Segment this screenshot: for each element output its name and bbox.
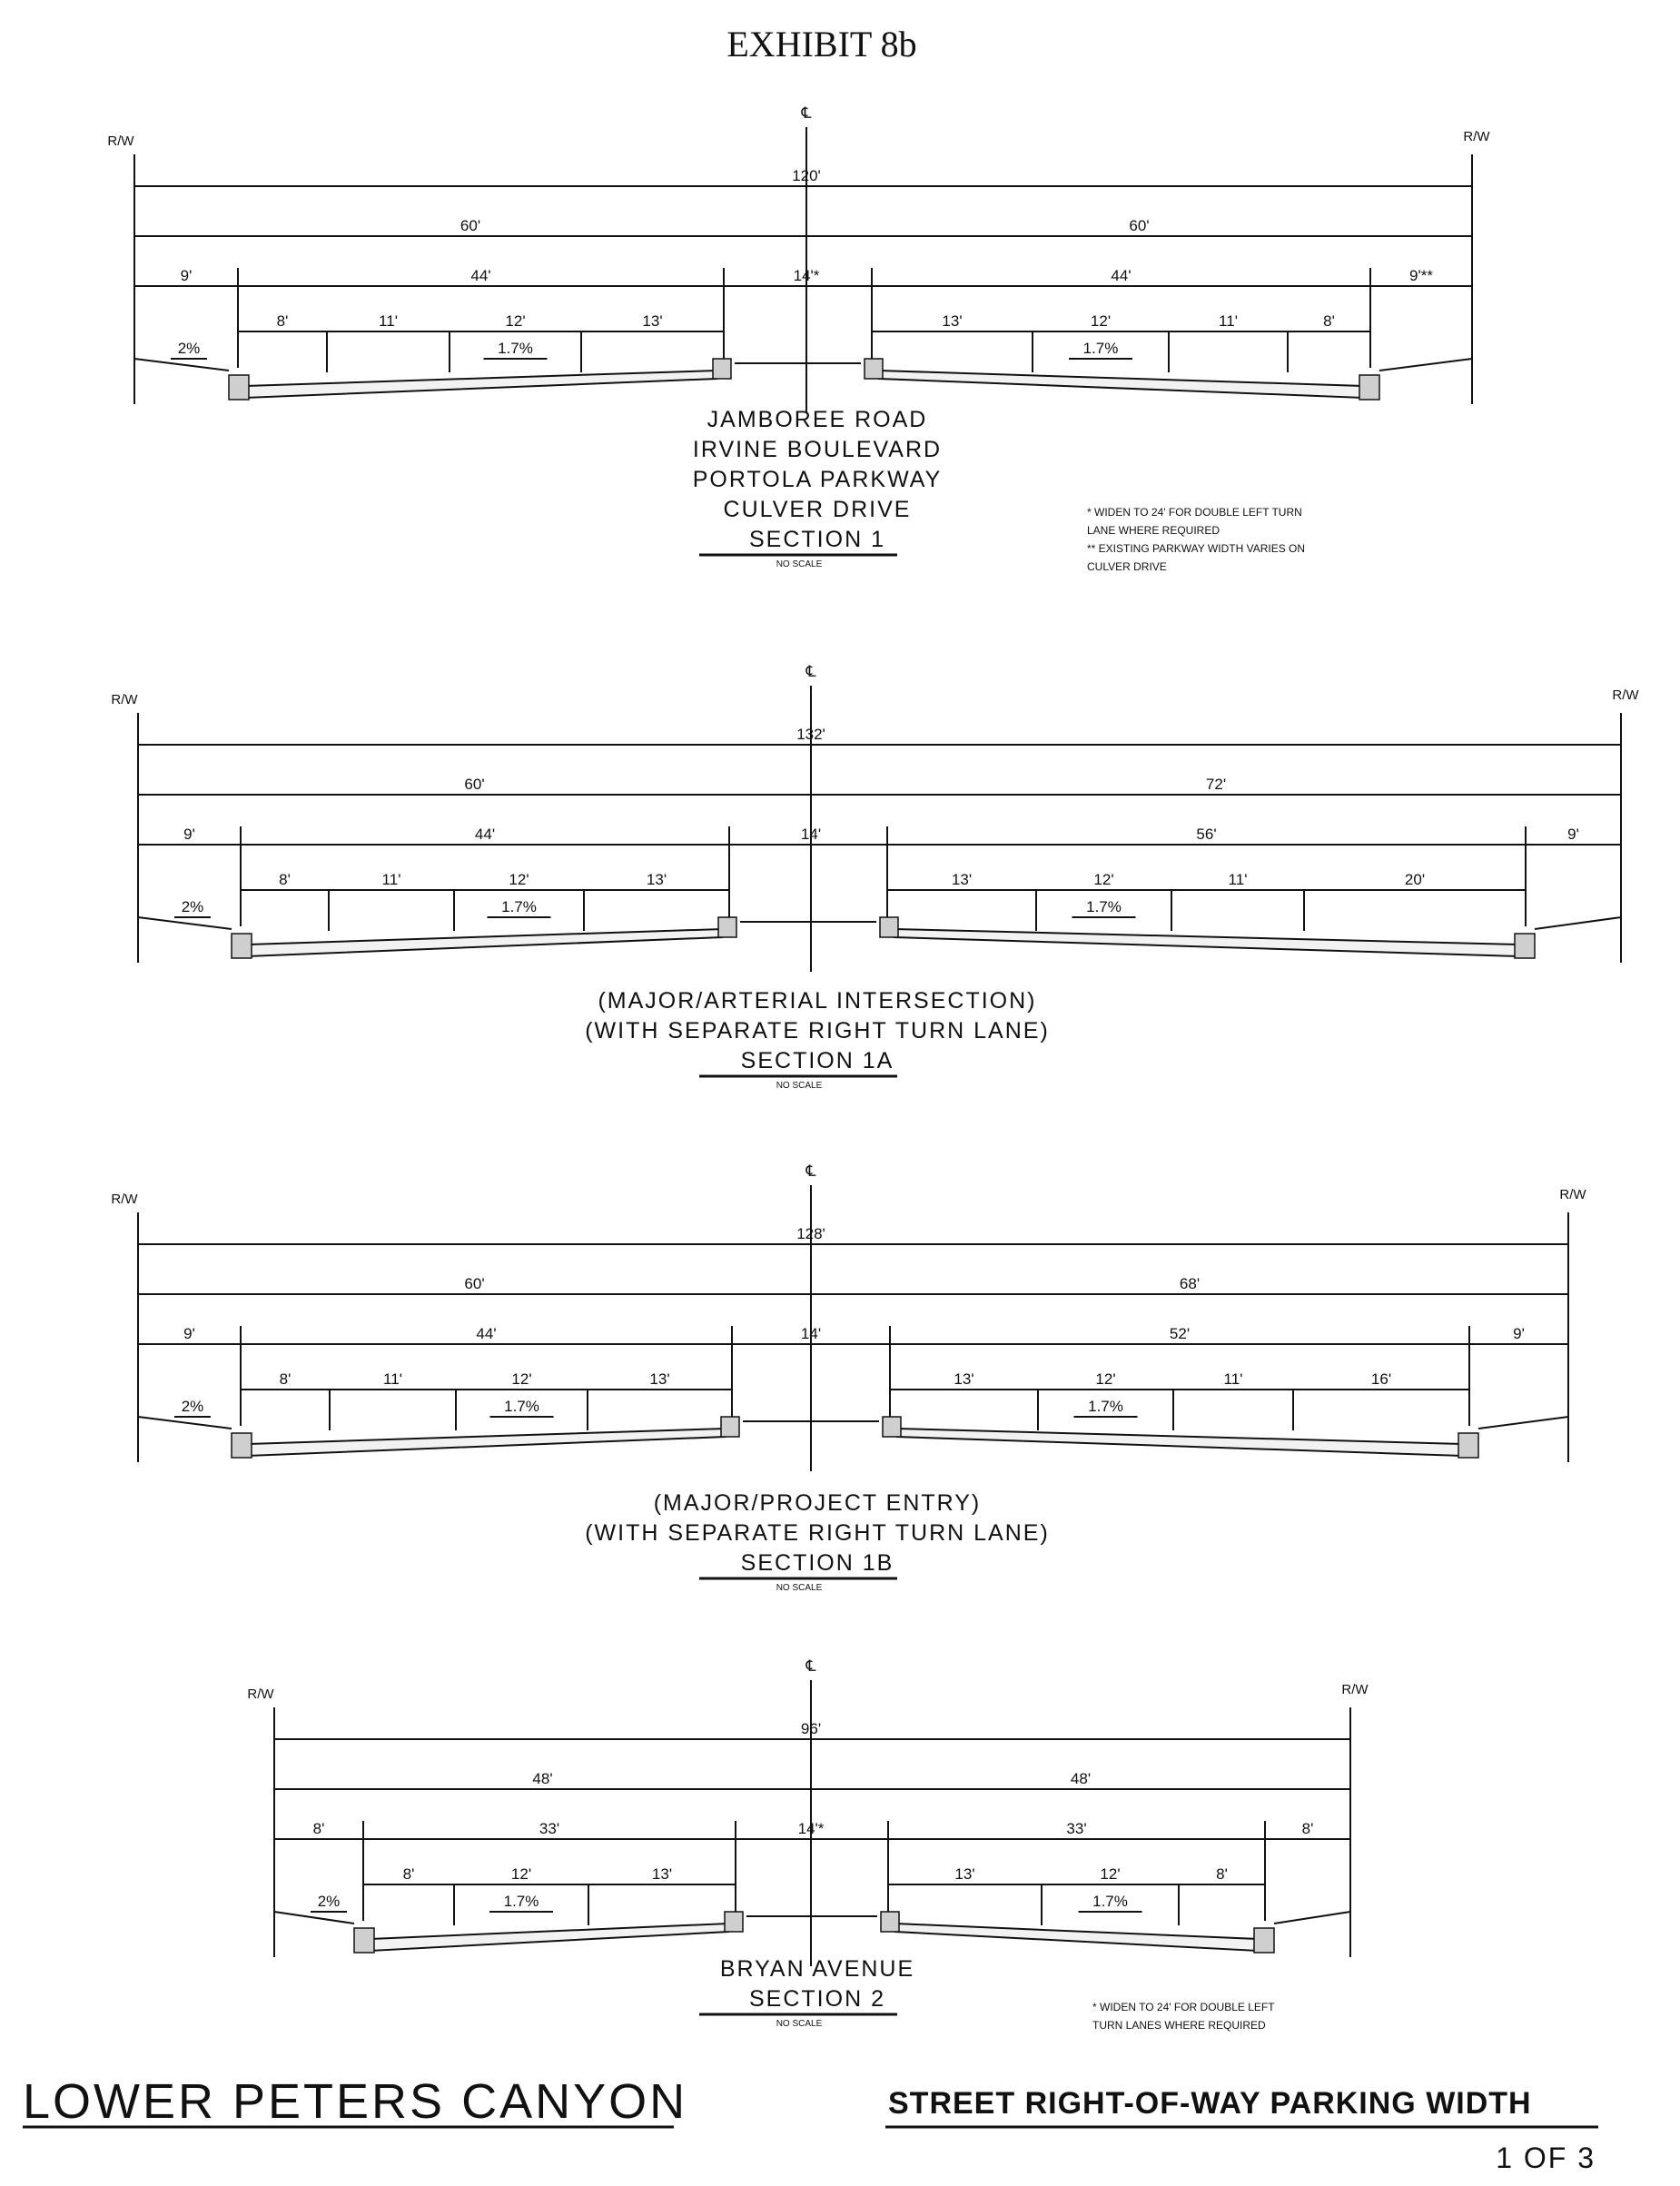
- centerline-symbol: ℄: [801, 104, 812, 122]
- half-width-left: 60': [464, 776, 485, 793]
- centerline-symbol: ℄: [805, 1162, 816, 1180]
- curb-outer-right: [1254, 1928, 1274, 1953]
- roadway-left: 44': [470, 267, 491, 284]
- section-caption-line: (WITH SEPARATE RIGHT TURN LANE): [585, 1018, 1050, 1044]
- footnote-line: * WIDEN TO 24' FOR DOUBLE LEFT: [1092, 2001, 1275, 2013]
- roadway-left: 44': [474, 826, 496, 843]
- parkway-ground-left: [138, 1417, 232, 1429]
- lane-width-left-1: 12': [510, 1865, 532, 1883]
- scale-note: NO SCALE: [776, 1081, 823, 1091]
- lane-width-right-0: 13': [951, 871, 973, 888]
- slope-left-roadway: 1.7%: [498, 340, 533, 357]
- slope-right-roadway: 1.7%: [1082, 340, 1119, 357]
- page-number: 1 OF 3: [1496, 2141, 1596, 2174]
- lane-width-right-1: 12': [1100, 1865, 1121, 1883]
- pavement-left: [248, 1429, 725, 1456]
- scale-note: NO SCALE: [776, 559, 823, 569]
- rw-label-left: R/W: [107, 134, 134, 149]
- exhibit-title: EXHIBIT 8b: [726, 24, 917, 64]
- curb-outer-right: [1359, 375, 1379, 400]
- half-width-right: 48': [1070, 1770, 1092, 1787]
- slope-left-roadway: 1.7%: [503, 1893, 539, 1910]
- footnote-line: TURN LANES WHERE REQUIRED: [1092, 2019, 1266, 2032]
- lane-width-left-1: 11': [379, 312, 398, 330]
- lane-width-left-3: 13': [646, 871, 667, 888]
- title-block: [23, 2074, 1598, 2174]
- parkway-ground-left: [274, 1912, 354, 1924]
- rw-label-right: R/W: [1559, 1187, 1586, 1202]
- pavement-right: [894, 929, 1518, 956]
- half-width-left: 48': [532, 1770, 553, 1787]
- rw-label-left: R/W: [111, 1192, 138, 1207]
- lane-width-left-1: 11': [381, 871, 401, 888]
- median-width: 14'*: [793, 267, 820, 284]
- curb-outer-left: [232, 934, 252, 958]
- section-caption-line: (MAJOR/ARTERIAL INTERSECTION): [598, 988, 1037, 1014]
- scale-note: NO SCALE: [776, 2019, 823, 2029]
- section-2: [247, 1657, 1369, 2032]
- roadway-right: 56': [1196, 826, 1217, 843]
- parkway-left: 9': [180, 267, 193, 284]
- section-title: SECTION 2: [749, 1986, 885, 2012]
- section-caption-line: BRYAN AVENUE: [719, 1956, 915, 1982]
- parkway-ground-right: [1478, 1417, 1568, 1429]
- lane-width-right-0: 13': [954, 1370, 974, 1388]
- roadway-right: 33': [1066, 1820, 1087, 1837]
- project-name: LOWER PETERS CANYON: [23, 2074, 688, 2129]
- roadway-left: 33': [539, 1820, 560, 1837]
- slope-parkway: 2%: [177, 340, 201, 357]
- median-width: 14': [800, 826, 822, 843]
- section-caption-line: (MAJOR/PROJECT ENTRY): [653, 1490, 982, 1516]
- slope-parkway: 2%: [317, 1893, 341, 1910]
- parkway-ground-right: [1379, 359, 1472, 371]
- lane-width-left-3: 13': [649, 1370, 670, 1388]
- section-caption-line: IRVINE BOULEVARD: [692, 437, 943, 462]
- half-width-left: 60': [460, 217, 481, 234]
- lane-width-right-2: 11': [1228, 871, 1248, 888]
- footnote-line: LANE WHERE REQUIRED: [1087, 524, 1220, 537]
- rw-label-right: R/W: [1612, 687, 1639, 703]
- rw-label-right: R/W: [1341, 1682, 1369, 1697]
- half-width-right: 72': [1205, 776, 1227, 793]
- footnote-line: CULVER DRIVE: [1087, 560, 1167, 573]
- sheet-subtitle: STREET RIGHT-OF-WAY PARKING WIDTH: [888, 2086, 1532, 2121]
- roadway-right: 44': [1111, 267, 1132, 284]
- lane-width-right-1: 12': [1095, 1370, 1116, 1388]
- slope-parkway: 2%: [181, 1398, 204, 1415]
- lane-width-right-3: 16': [1370, 1370, 1392, 1388]
- section-title: SECTION 1A: [740, 1048, 894, 1073]
- slope-parkway: 2%: [181, 898, 204, 915]
- pavement-left: [245, 371, 716, 398]
- parkway-left: 8': [312, 1820, 325, 1837]
- parkway-right: 8': [1301, 1820, 1314, 1837]
- lane-width-left-2: 13': [651, 1865, 673, 1883]
- curb-median-right: [865, 359, 883, 379]
- curb-median-left: [718, 917, 736, 937]
- parkway-left: 9': [183, 826, 195, 843]
- section-1b: [111, 1162, 1586, 1593]
- lane-width-left-2: 12': [511, 1370, 532, 1388]
- slope-right-roadway: 1.7%: [1092, 1893, 1128, 1910]
- lane-width-left-0: 8': [279, 871, 291, 888]
- lane-width-right-2: 11': [1219, 312, 1238, 330]
- total-width-label: 128': [796, 1225, 825, 1242]
- half-width-left: 60': [464, 1275, 485, 1292]
- pavement-right: [895, 1924, 1258, 1951]
- curb-median-right: [881, 1912, 899, 1932]
- parkway-ground-left: [138, 917, 232, 929]
- parkway-right: 9': [1513, 1325, 1525, 1342]
- parkway-right: 9': [1567, 826, 1579, 843]
- curb-median-left: [721, 1417, 739, 1437]
- lane-width-left-0: 8': [279, 1370, 292, 1388]
- median-width: 14'*: [797, 1820, 825, 1837]
- rw-label-right: R/W: [1463, 129, 1490, 144]
- rw-label-left: R/W: [247, 1686, 274, 1702]
- slope-left-roadway: 1.7%: [501, 898, 537, 915]
- lane-width-right-2: 11': [1223, 1370, 1243, 1388]
- lane-width-right-0: 13': [954, 1865, 975, 1883]
- section-title: SECTION 1B: [740, 1550, 894, 1576]
- slope-right-roadway: 1.7%: [1088, 1398, 1123, 1415]
- section-caption-line: JAMBOREE ROAD: [707, 407, 928, 432]
- centerline-symbol: ℄: [805, 1657, 816, 1675]
- median-width: 14': [800, 1325, 822, 1342]
- section-caption-line: (WITH SEPARATE RIGHT TURN LANE): [585, 1520, 1050, 1546]
- section-1a: [111, 663, 1639, 1091]
- roadway-left: 44': [476, 1325, 497, 1342]
- parkway-ground-right: [1274, 1912, 1350, 1924]
- footnote-line: * WIDEN TO 24' FOR DOUBLE LEFT TURN: [1087, 506, 1302, 519]
- curb-outer-right: [1458, 1433, 1478, 1458]
- parkway-left: 9': [183, 1325, 195, 1342]
- parkway-right: 9'**: [1409, 267, 1433, 284]
- section-1: [107, 104, 1490, 573]
- total-width-label: 96': [800, 1720, 822, 1737]
- rw-label-left: R/W: [111, 692, 138, 707]
- lane-width-right-0: 13': [942, 312, 963, 330]
- lane-width-left-0: 8': [402, 1865, 415, 1883]
- parkway-ground-right: [1535, 917, 1621, 929]
- curb-outer-left: [229, 375, 249, 400]
- section-caption-line: PORTOLA PARKWAY: [692, 467, 943, 492]
- cross-sections: [107, 104, 1639, 2032]
- pavement-left: [371, 1924, 728, 1951]
- roadway-right: 52': [1169, 1325, 1191, 1342]
- lane-width-left-2: 12': [509, 871, 529, 888]
- total-width-label: 132': [796, 726, 825, 743]
- half-width-right: 68': [1179, 1275, 1201, 1292]
- lane-width-right-3: 20': [1404, 871, 1426, 888]
- slope-left-roadway: 1.7%: [504, 1398, 539, 1415]
- curb-median-left: [713, 359, 731, 379]
- lane-width-right-3: 8': [1323, 312, 1335, 330]
- pavement-left: [248, 929, 722, 956]
- lane-width-left-1: 11': [383, 1370, 402, 1388]
- pavement-right: [897, 1429, 1462, 1456]
- lane-width-right-2: 8': [1216, 1865, 1228, 1883]
- section-title: SECTION 1: [749, 527, 885, 552]
- half-width-right: 60': [1129, 217, 1150, 234]
- centerline-symbol: ℄: [805, 663, 816, 680]
- curb-outer-left: [354, 1928, 374, 1953]
- footnote-line: ** EXISTING PARKWAY WIDTH VARIES ON: [1087, 542, 1306, 555]
- lane-width-right-1: 12': [1093, 871, 1114, 888]
- slope-right-roadway: 1.7%: [1086, 898, 1122, 915]
- curb-outer-right: [1515, 934, 1535, 958]
- section-caption-line: CULVER DRIVE: [723, 497, 912, 522]
- curb-outer-left: [232, 1433, 252, 1458]
- total-width-label: 120': [792, 167, 821, 184]
- lane-width-left-3: 13': [642, 312, 663, 330]
- curb-median-right: [880, 917, 898, 937]
- curb-median-left: [725, 1912, 743, 1932]
- lane-width-left-0: 8': [276, 312, 289, 330]
- parkway-ground-left: [134, 359, 229, 371]
- lane-width-right-1: 12': [1090, 312, 1112, 330]
- pavement-right: [879, 371, 1363, 398]
- scale-note: NO SCALE: [776, 1583, 823, 1593]
- curb-median-right: [883, 1417, 901, 1437]
- lane-width-left-2: 12': [505, 312, 526, 330]
